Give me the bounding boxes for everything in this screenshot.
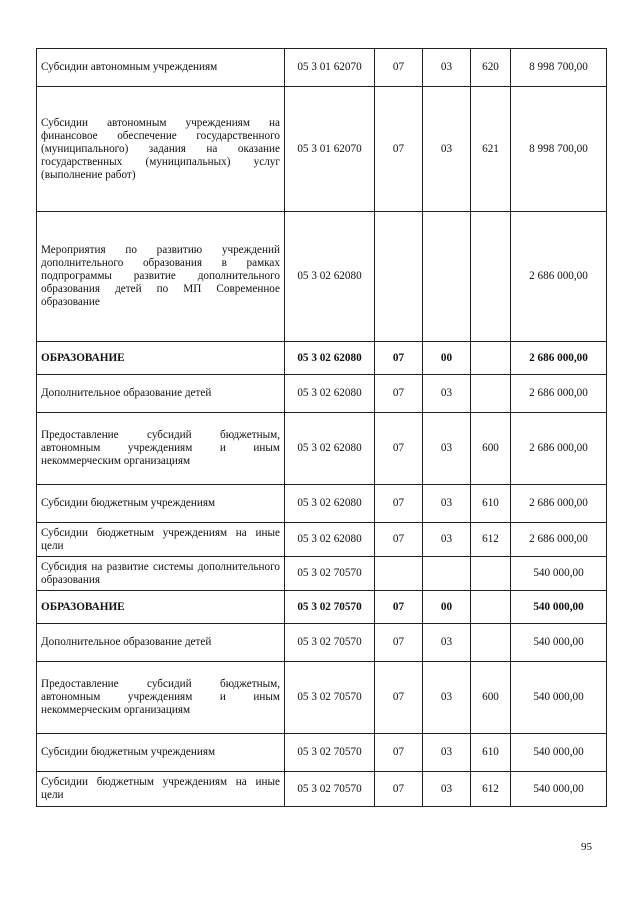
row-target-code: 05 3 02 70570 [285,772,375,807]
row-amount: 540 000,00 [511,557,607,591]
row-section: 07 [375,662,423,734]
row-expense-type: 600 [471,413,511,485]
row-section: 07 [375,375,423,413]
row-subsection: 03 [423,87,471,212]
row-expense-type: 612 [471,523,511,557]
row-target-code: 05 3 02 70570 [285,734,375,772]
row-expense-type: 600 [471,662,511,734]
row-section: 07 [375,485,423,523]
row-name: Субсидии бюджетным учреждениям [37,734,285,772]
row-amount: 2 686 000,00 [511,523,607,557]
row-target-code: 05 3 02 62080 [285,212,375,342]
row-amount: 540 000,00 [511,624,607,662]
row-section: 07 [375,413,423,485]
row-name: Предоставление субсидий бюджетным, автономным учреждениям и иным некоммерческим организациям [37,662,285,734]
table-row [37,557,607,591]
table-row [37,212,607,342]
row-expense-type [471,212,511,342]
row-section: 07 [375,49,423,87]
row-target-code: 05 3 02 70570 [285,557,375,591]
row-target-code: 05 3 01 62070 [285,87,375,212]
table-row [37,87,607,212]
row-amount: 540 000,00 [511,591,607,624]
row-section: 07 [375,772,423,807]
table-row [37,591,607,624]
row-subsection: 03 [423,413,471,485]
row-amount: 2 686 000,00 [511,413,607,485]
row-amount: 2 686 000,00 [511,342,607,375]
row-expense-type [471,591,511,624]
table-row [37,772,607,807]
row-target-code: 05 3 02 62080 [285,375,375,413]
budget-table-body [37,49,607,807]
table-row [37,375,607,413]
row-target-code: 05 3 02 62080 [285,485,375,523]
row-expense-type [471,624,511,662]
table-row [37,485,607,523]
row-name: Мероприятия по развитию учреждений дополнительного образования в рамках подпрограммы развитие дополнительного образования детей по МП Современное образование [37,212,285,342]
table-row [37,624,607,662]
row-subsection [423,557,471,591]
row-subsection: 03 [423,662,471,734]
row-amount: 2 686 000,00 [511,485,607,523]
row-target-code: 05 3 02 62080 [285,523,375,557]
row-subsection: 03 [423,734,471,772]
row-section [375,557,423,591]
table-row [37,342,607,375]
row-amount: 2 686 000,00 [511,375,607,413]
row-amount: 540 000,00 [511,662,607,734]
row-expense-type: 610 [471,485,511,523]
row-subsection: 03 [423,772,471,807]
row-amount: 8 998 700,00 [511,49,607,87]
row-name: ОБРАЗОВАНИЕ [37,342,285,375]
row-amount: 540 000,00 [511,734,607,772]
row-section: 07 [375,624,423,662]
table-row [37,734,607,772]
row-target-code: 05 3 02 70570 [285,624,375,662]
row-subsection: 03 [423,624,471,662]
row-name: Субсидии бюджетным учреждениям на иные цели [37,523,285,557]
row-name: Субсидии автономным учреждениям на финансовое обеспечение государственного (муниципального) задания на оказание государственных (муниципальных) услуг (выполнение работ) [37,87,285,212]
row-subsection: 03 [423,523,471,557]
page-number: 95 [581,841,592,853]
row-name: Субсидии бюджетным учреждениям [37,485,285,523]
row-section: 07 [375,87,423,212]
row-expense-type: 610 [471,734,511,772]
row-name: Предоставление субсидий бюджетным, автономным учреждениям и иным некоммерческим организациям [37,413,285,485]
row-section: 07 [375,342,423,375]
row-section: 07 [375,591,423,624]
row-section: 07 [375,523,423,557]
row-target-code: 05 3 02 62080 [285,413,375,485]
row-target-code: 05 3 02 70570 [285,662,375,734]
row-subsection: 03 [423,375,471,413]
row-target-code: 05 3 02 70570 [285,591,375,624]
row-section: 07 [375,734,423,772]
row-expense-type [471,557,511,591]
row-name: Субсидии автономным учреждениям [37,49,285,87]
row-subsection: 03 [423,485,471,523]
row-name: ОБРАЗОВАНИЕ [37,591,285,624]
row-target-code: 05 3 01 62070 [285,49,375,87]
row-subsection: 03 [423,49,471,87]
row-target-code: 05 3 02 62080 [285,342,375,375]
budget-table [36,48,607,807]
row-amount: 8 998 700,00 [511,87,607,212]
row-expense-type [471,342,511,375]
row-expense-type: 620 [471,49,511,87]
row-expense-type: 621 [471,87,511,212]
row-expense-type: 612 [471,772,511,807]
table-row [37,523,607,557]
row-amount: 540 000,00 [511,772,607,807]
row-name: Дополнительное образование детей [37,624,285,662]
table-row [37,413,607,485]
table-row [37,49,607,87]
row-name: Субсидии бюджетным учреждениям на иные цели [37,772,285,807]
row-amount: 2 686 000,00 [511,212,607,342]
row-subsection [423,212,471,342]
row-subsection: 00 [423,342,471,375]
row-subsection: 00 [423,591,471,624]
row-section [375,212,423,342]
table-row [37,662,607,734]
row-expense-type [471,375,511,413]
row-name: Дополнительное образование детей [37,375,285,413]
row-name: Субсидия на развитие системы дополнительного образования [37,557,285,591]
